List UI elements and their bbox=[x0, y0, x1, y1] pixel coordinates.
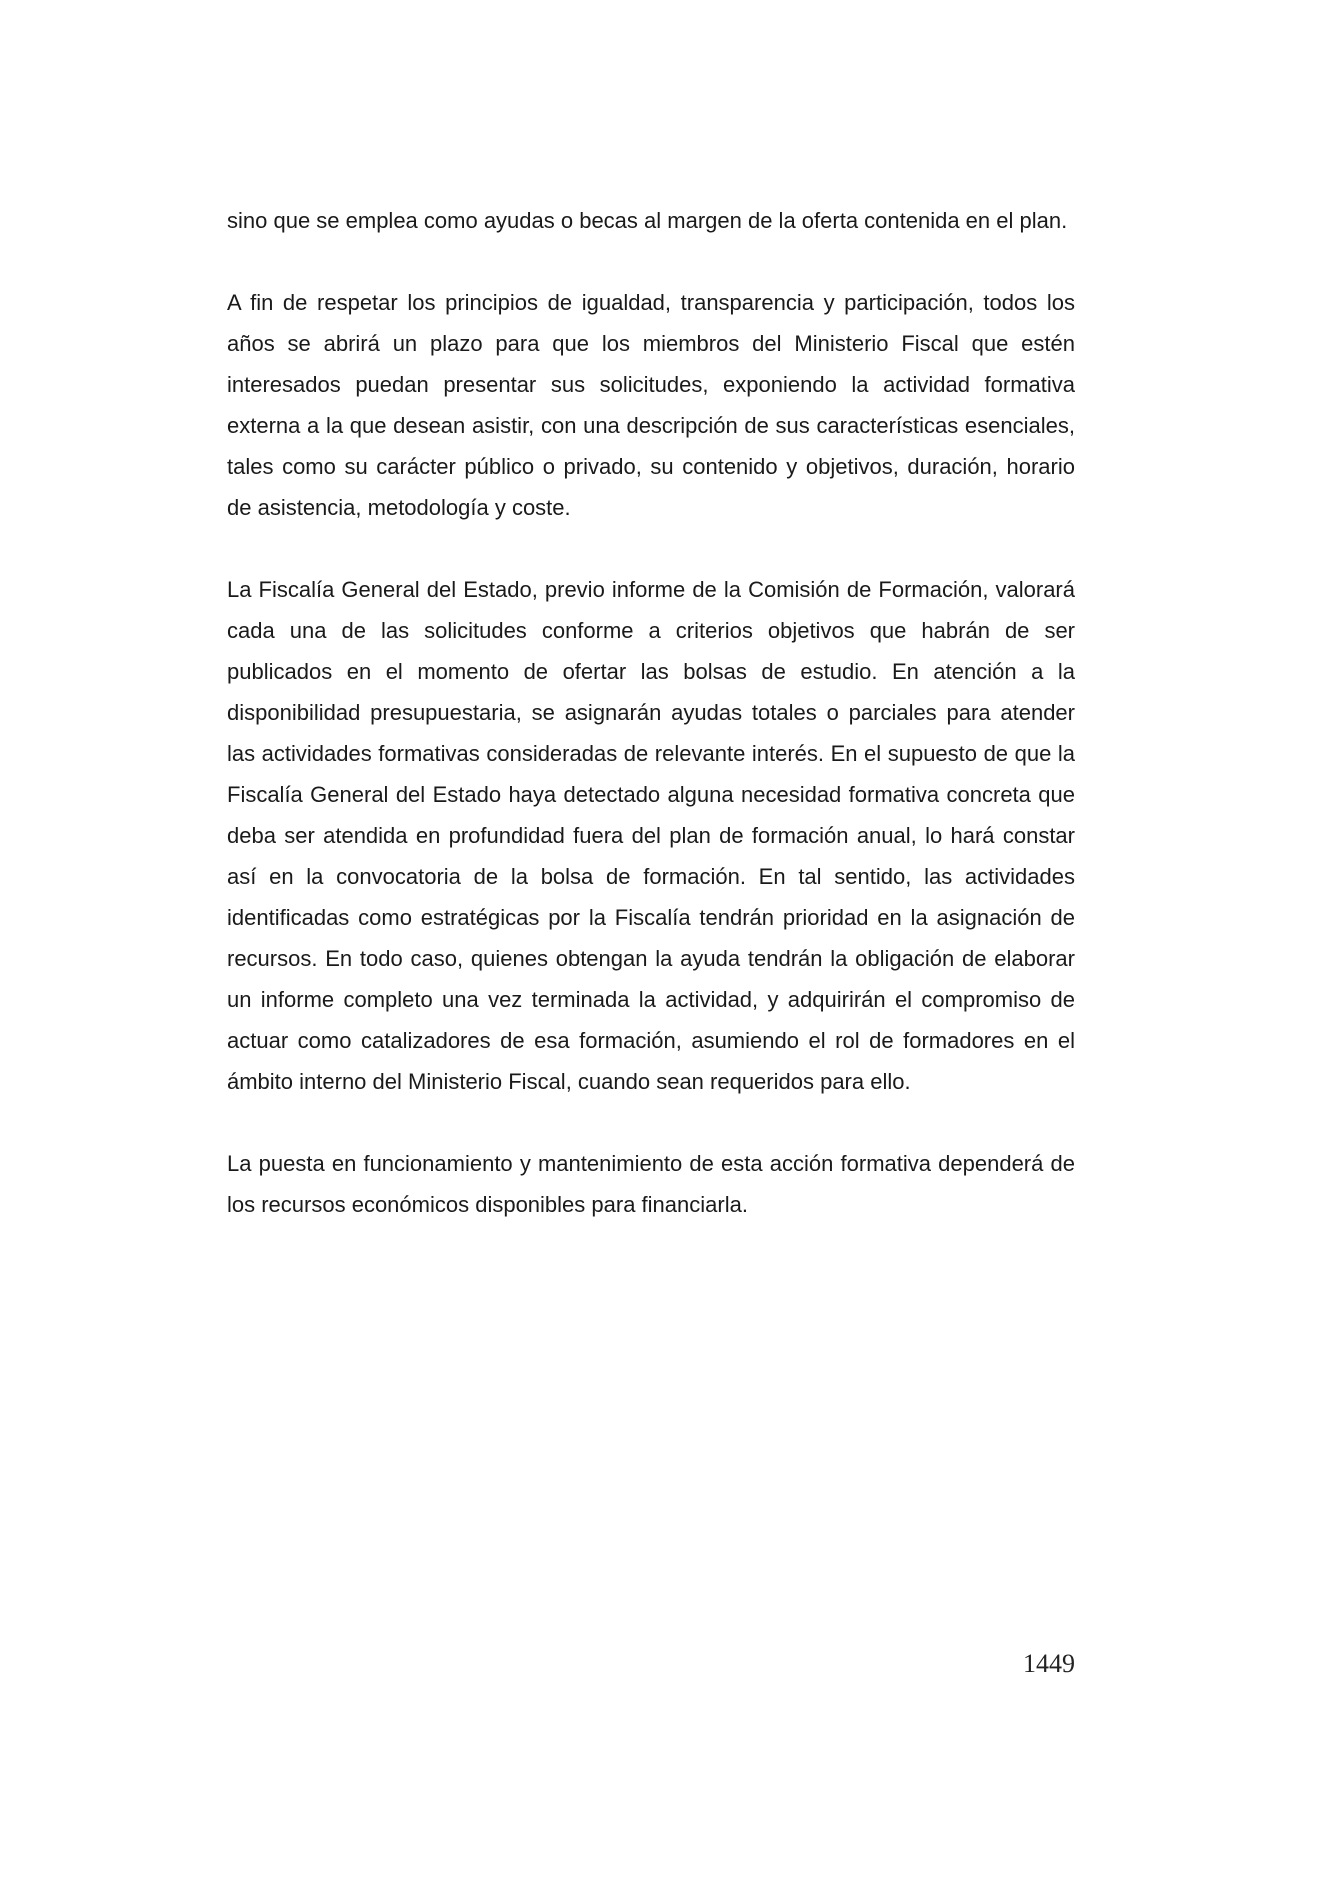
paragraph-1: sino que se emplea como ayudas o becas al margen de la oferta contenida en el plan. bbox=[227, 208, 1068, 233]
paragraph-3: La Fiscalía General del Estado, previo informe de la Comisión de Formación, valorará cada una de las solicitudes conforme a criterios objetivos que habrán de ser publicados en el momento de ofertar las bolsas de estudio. En atención a la disponibilidad presupuestaria, se asignarán ayudas totales o parciales para atender las actividades formativas consideradas de relevante interés. En el supuesto de que la Fiscalía General del Estado haya detectado alguna necesidad formativa concreta que deba ser atendida en profundidad fuera del plan de formación anual, lo hará constar así en la convocatoria de la bolsa de formación. En tal sentido, las actividades identificadas como estratégicas por la Fiscalía tendrán prioridad en la asignación de recursos. En todo caso, quienes obtengan la ayuda tendrán la obligación de elaborar un informe completo una vez terminada la actividad, y adquirirán el compromiso de actuar como catalizadores de esa formación, asumiendo el rol de formadores en el ámbito interno del Ministerio Fiscal, cuando sean requeridos para ello. bbox=[227, 577, 1075, 1094]
paragraph-2: A fin de respetar los principios de igualdad, transparencia y participación, todos los años se abrirá un plazo para que los miembros del Ministerio Fiscal que estén interesados puedan presentar sus solicitudes, exponiendo la actividad formativa externa a la que desean asistir, con una descripción de sus características esenciales, tales como su carácter público o privado, su contenido y objetivos, duración, horario de asistencia, metodología y coste. bbox=[227, 290, 1075, 520]
page-number: 1449 bbox=[1023, 1649, 1075, 1678]
paragraph-4: La puesta en funcionamiento y mantenimiento de esta acción formativa dependerá de los recursos económicos disponibles para financiarla. bbox=[227, 1151, 1075, 1217]
body-text bbox=[227, 200, 1075, 1266]
